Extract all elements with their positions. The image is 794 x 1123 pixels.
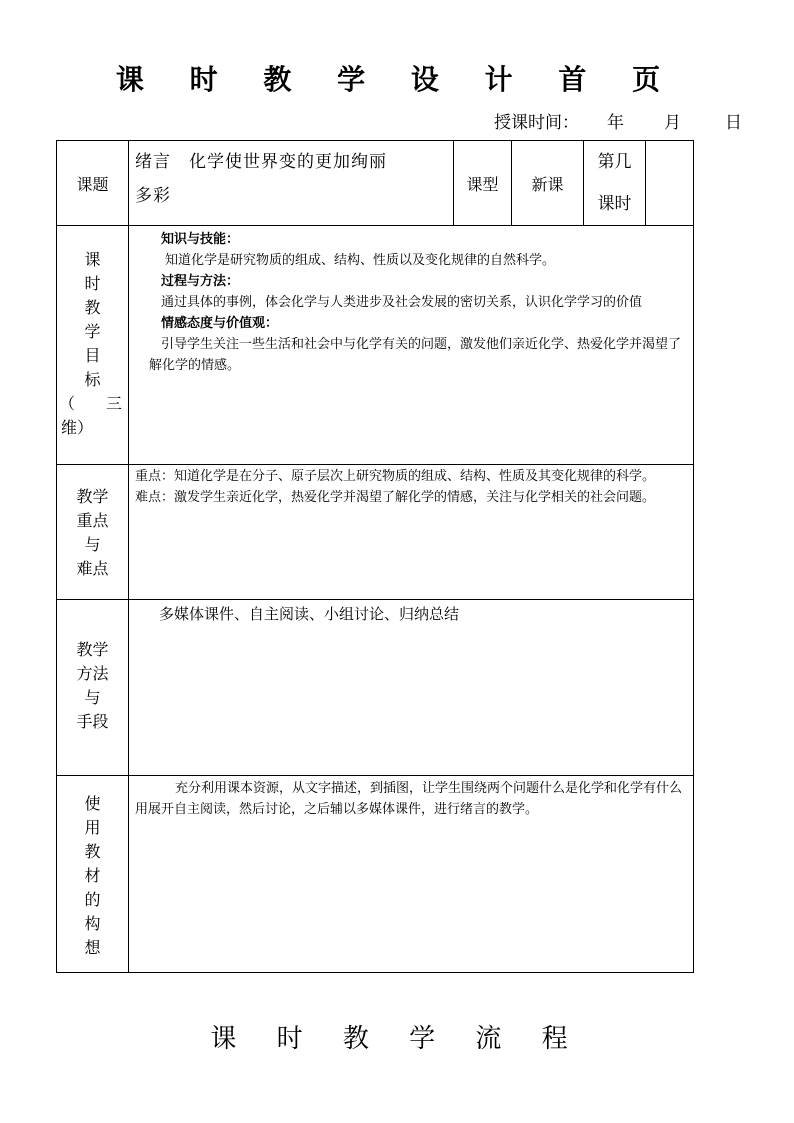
section-title: 课 时 教 学 流 程 (210, 1024, 584, 1054)
attitude-text: 引导学生关注一些生活和社会中与化学有关的问题，激发他们亲近化学、热爱化学并渴望了解化学的情感。 (149, 337, 682, 373)
period-label-line1: 第几 (597, 152, 632, 172)
objectives-label-char: 学 (84, 322, 101, 341)
teaching-date (494, 108, 742, 133)
topic-row (57, 141, 694, 226)
month-label: 月 (664, 113, 681, 133)
objectives-label-three: 三 (105, 394, 122, 413)
materials-label-char: 想 (84, 938, 101, 957)
materials-text: 充分利用课本资源，从文字描述，到插图，让学生围绕两个问题什么是化学和化学有什么用展开自主阅读，然后讨论，之后辅以多媒体课件，进行绪言的教学。 (135, 781, 683, 817)
topic-value-line2: 多彩 (135, 186, 171, 206)
type-value: 新课 (512, 141, 584, 226)
difficulty-text: 难点：激发学生亲近化学，热爱化学并渴望了解化学的情感，关注与化学相关的社会问题。 (135, 490, 656, 505)
objectives-label-end: 维） (61, 418, 94, 437)
objectives-label-paren: （ (59, 394, 76, 413)
topic-label: 课题 (57, 141, 129, 226)
methods-label-line: 方法 (76, 664, 109, 683)
keypoints-content (129, 465, 694, 600)
topic-value-line1: 绪言 化学使世界变的更加绚丽 (135, 152, 387, 172)
objectives-label-char: 时 (84, 274, 101, 293)
date-label: 授课时间： (494, 113, 579, 133)
materials-label-char: 材 (84, 866, 101, 885)
objectives-content (129, 226, 694, 465)
methods-label-line: 与 (84, 688, 101, 707)
keypoints-label (57, 465, 129, 600)
page-title: 课 时 教 学 设 计 首 页 (115, 63, 679, 96)
objectives-label-char: 标 (84, 370, 101, 389)
type-label: 课型 (454, 141, 512, 226)
objectives-label (57, 226, 129, 465)
period-label (584, 141, 646, 226)
objectives-label-char: 课 (84, 250, 101, 269)
methods-label-line: 手段 (76, 712, 109, 731)
period-label-line2: 课时 (597, 194, 632, 214)
objectives-label-char: 教 (84, 298, 101, 317)
materials-row (57, 776, 694, 973)
methods-content: 多媒体课件、自主阅读、小组讨论、归纳总结 (129, 600, 694, 776)
materials-label-char: 使 (84, 794, 101, 813)
process-text: 通过具体的事例，体会化学与人类进步及社会发展的密切关系，认识化学学习的价值 (161, 295, 643, 310)
materials-label-char: 教 (84, 842, 101, 861)
keypoints-label-line: 难点 (76, 559, 109, 578)
objectives-label-char: 目 (84, 346, 101, 365)
materials-content (129, 776, 694, 973)
process-heading: 过程与方法： (161, 274, 240, 289)
key-point-text: 重点：知道化学是在分子、原子层次上研究物质的组成、结构、性质及其变化规律的科学。 (135, 469, 656, 484)
materials-label-char: 用 (84, 818, 101, 837)
objectives-row (57, 226, 694, 465)
year-label: 年 (607, 113, 624, 133)
materials-label-char: 构 (84, 914, 101, 933)
methods-row (57, 600, 694, 776)
day-label: 日 (725, 113, 742, 133)
keypoints-label-line: 教学 (76, 487, 109, 506)
lesson-design-table (56, 140, 694, 973)
topic-value (129, 141, 454, 226)
keypoints-label-line: 重点 (76, 511, 109, 530)
knowledge-text: 知道化学是研究物质的组成、结构、性质以及变化规律的自然科学。 (165, 253, 556, 268)
methods-label (57, 600, 129, 776)
attitude-heading: 情感态度与价值观： (161, 316, 279, 331)
keypoints-row (57, 465, 694, 600)
knowledge-heading: 知识与技能： (161, 232, 240, 247)
keypoints-label-line: 与 (84, 535, 101, 554)
methods-label-line: 教学 (76, 640, 109, 659)
materials-label (57, 776, 129, 973)
materials-label-char: 的 (84, 890, 101, 909)
period-value (646, 141, 694, 226)
